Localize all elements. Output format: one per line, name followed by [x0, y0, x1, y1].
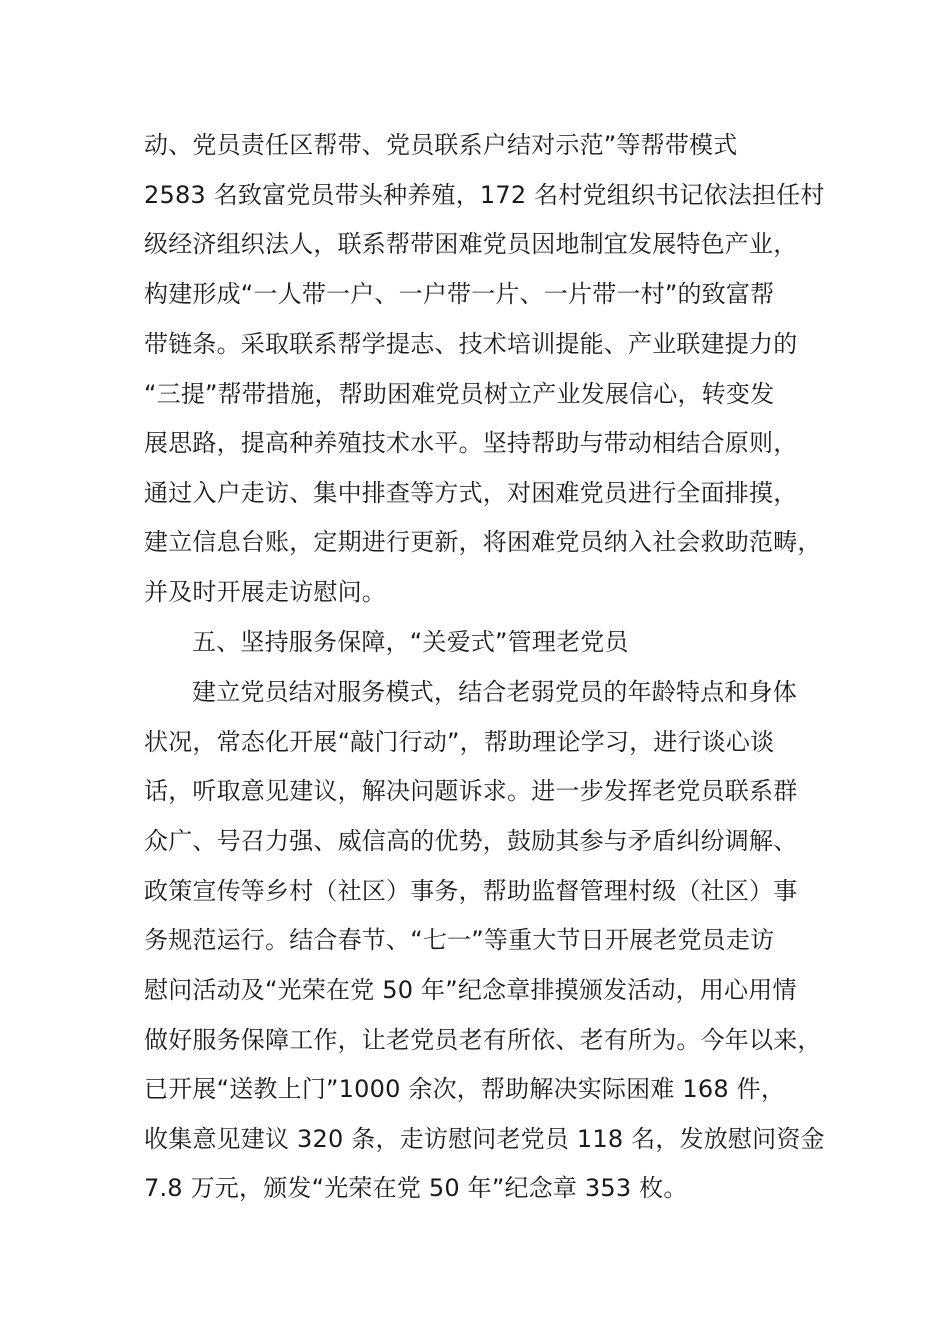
paragraph-line: 政策宣传等乡村（社区）事务，帮助监督管理村级（社区）事: [144, 877, 798, 905]
paragraph-line: 话，听取意见建议，解决问题诉求。进一步发挥老党员联系群: [144, 777, 798, 805]
paragraph-line: 收集意见建议 320 条，走访慰问老党员 118 名，发放慰问资金: [144, 1125, 825, 1153]
paragraph-line: 众广、号召力强、威信高的优势，鼓励其参与矛盾纠纷调解、: [144, 827, 798, 855]
paragraph-line: 务规范运行。结合春节、“七一”等重大节日开展老党员走访: [144, 926, 775, 954]
paragraph-line: 已开展“送教上门”1000 余次，帮助解决实际困难 168 件，: [144, 1075, 786, 1103]
paragraph-line: 级经济组织法人，联系帮带困难党员因地制宜发展特色产业，: [144, 230, 798, 258]
paragraph-line: 慰问活动及“光荣在党 50 年”纪念章排摸颁发活动，用心用情: [144, 976, 797, 1004]
paragraph-line: 做好服务保障工作，让老党员老有所依、老有所为。今年以来，: [144, 1026, 822, 1054]
section-heading: 五、坚持服务保障，“关爱式”管理老党员: [192, 628, 629, 656]
paragraph-line: 展思路，提高种养殖技术水平。坚持帮助与带动相结合原则，: [144, 429, 798, 457]
paragraph-line: 状况，常态化开展“敲门行动”，帮助理论学习，进行谈心谈: [144, 728, 775, 756]
paragraph-line: 通过入户走访、集中排查等方式，对困难党员进行全面排摸，: [144, 479, 798, 507]
paragraph-line: 7.8 万元，颁发“光荣在党 50 年”纪念章 353 枚。: [144, 1174, 688, 1202]
paragraph-line: 建立党员结对服务模式，结合老弱党员的年龄特点和身体: [192, 678, 797, 706]
paragraph-line: 动、党员责任区帮带、党员联系户结对示范”等帮带模式: [144, 131, 738, 159]
paragraph-line: 带链条。采取联系帮学提志、技术培训提能、产业联建提力的: [144, 330, 798, 358]
paragraph-line: 2583 名致富党员带头种养殖，172 名村党组织书记依法担任村: [144, 181, 825, 209]
paragraph-line: “三提”帮带措施，帮助困难党员树立产业发展信心，转变发: [144, 380, 775, 408]
paragraph-line: 并及时开展走访慰问。: [144, 578, 386, 606]
paragraph-line: 构建形成“一人带一户、一户带一片、一片带一村”的致富帮: [144, 280, 775, 308]
paragraph-line: 建立信息台账，定期进行更新，将困难党员纳入社会救助范畴，: [144, 528, 822, 556]
